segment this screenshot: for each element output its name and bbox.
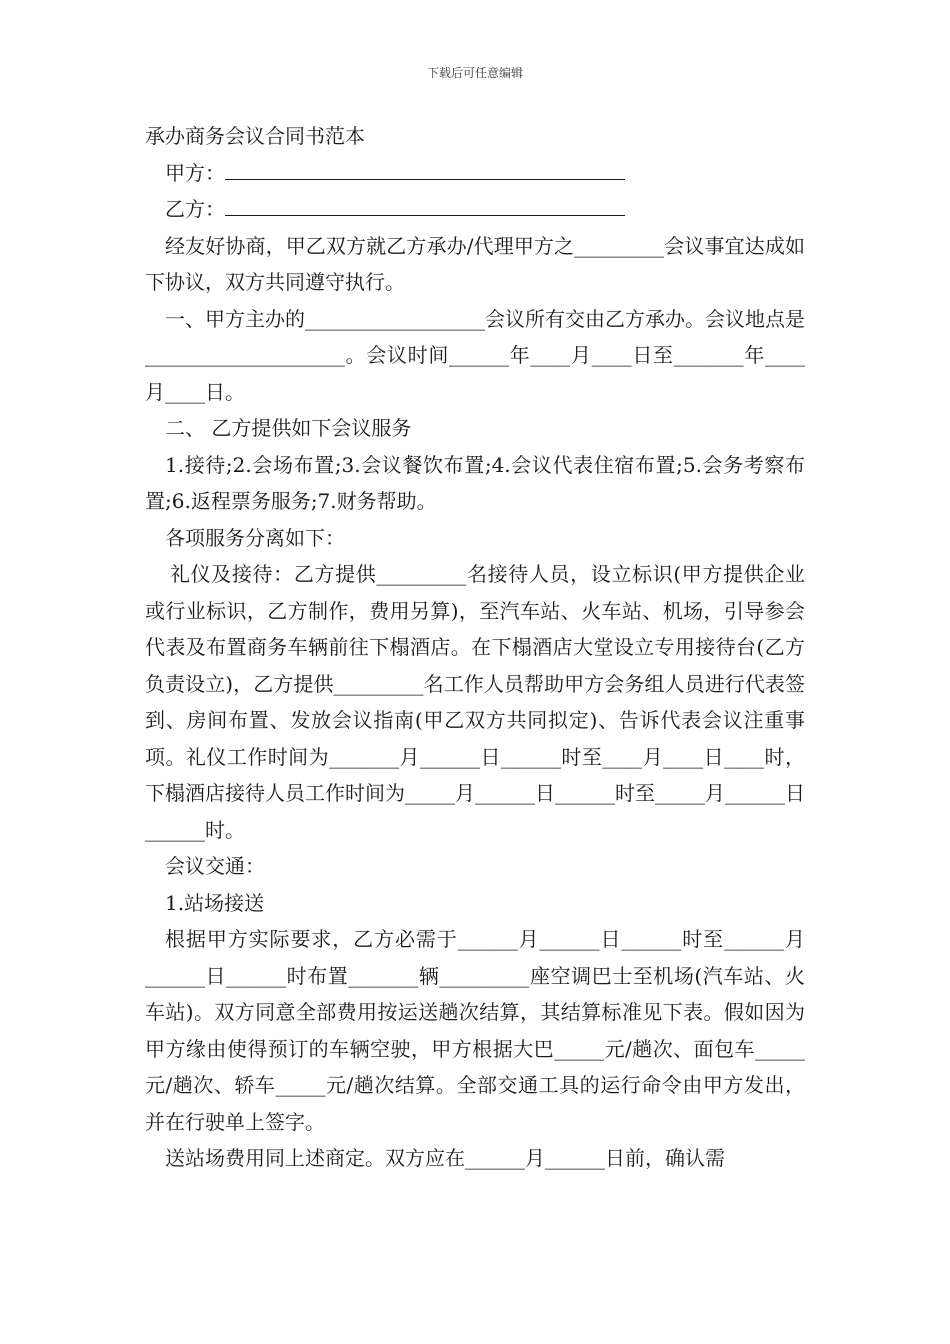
transport-heading: 会议交通：	[165, 854, 265, 878]
contract-body	[145, 118, 805, 1177]
party-b-field	[145, 191, 805, 228]
agreement-intro-paragraph: 经友好协商，甲乙双方就乙方承办/代理甲方之_________会议事宜达成如下协议，双方共同遵守执行。	[145, 233, 805, 294]
clause-2-heading: 二、 乙方提供如下会议服务	[165, 416, 412, 440]
party-a-label: 甲方：	[165, 160, 225, 185]
services-list-paragraph: 1.接待;2.会场布置;3.会议餐饮布置;4.会议代表住宿布置;5.会务考察布置;6.返程票务服务;7.财务帮助。	[145, 452, 805, 513]
clause-1-paragraph: 一、甲方主办的__________________会议所有交由乙方承办。会议地点是____________________。会议时间______年____月____日至_______年____月____日。	[145, 306, 805, 404]
reception-paragraph: 礼仪及接待：乙方提供_________名接待人员，设立标识(甲方提供企业或行业标识，乙方制作，费用另算)，至汽车站、火车站、机场，引导参会代表及布置商务车辆前往下榻酒店。在下榻酒店大堂设立专用接待台(乙方负责设立)，乙方提供_________名工作人员帮助甲方会务组人员进行代表签到、房间布置、发放会议指南(甲乙双方共同拟定)、告诉代表会议注重事项。礼仪工作时间为_______月______日______时至____月____日____时，下榻酒店接待人员工作时间为_____月______日______时至_____月______日______时。	[145, 562, 805, 842]
party-a-blank-line	[225, 161, 625, 180]
transport-paragraph: 根据甲方实际要求，乙方必需于______月______日______时至______月______日______时布置_______辆_________座空调巴士至机场(汽车站、火车站)。双方同意全部费用按运送趟次结算，其结算标准见下表。假如因为甲方缘由使得预订的车辆空驶，甲方根据大巴_____元/趟次、面包车_____元/趟次、轿车_____元/趟次结算。全部交通工具的运行命令由甲方发出，并在行驶单上签字。	[145, 927, 805, 1134]
station-pickup-heading: 1.站场接送	[165, 890, 265, 915]
party-a-field	[145, 155, 805, 192]
party-b-label: 乙方：	[165, 197, 225, 221]
party-b-blank-line	[225, 197, 625, 216]
document-title: 承办商务会议合同书范本	[145, 124, 365, 148]
departure-transport-paragraph: 送站场费用同上述商定。双方应在______月______日前，确认需	[165, 1146, 725, 1170]
page-header-note: 下载后可任意编辑	[426, 66, 523, 80]
services-detail-heading: 各项服务分离如下：	[165, 525, 345, 550]
